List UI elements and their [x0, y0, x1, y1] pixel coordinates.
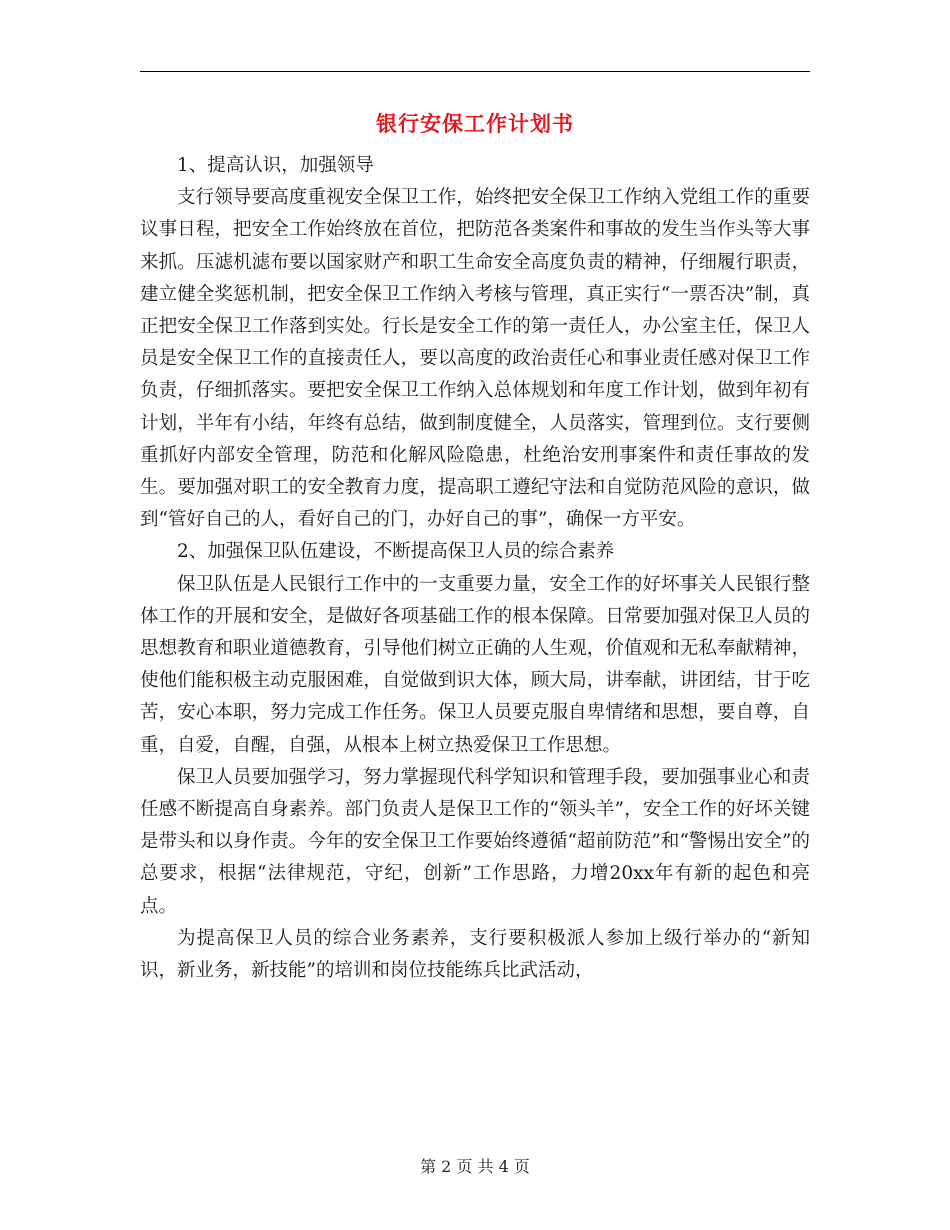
paragraph-3: 保卫人员要加强学习，努力掌握现代科学知识和管理手段，要加强事业心和责任感不断提高自身素养。部门负责人是保卫工作的“领头羊”，安全工作的好坏关键是带头和以身作责。今年的安全保卫工作要始终遵循“超前防范”和“警惕出安全”的总要求，根据“法律规范，守纪，创新”工作思路，力增20xx年有新的起色和亮点。 [140, 766, 810, 917]
header-rule [140, 71, 810, 72]
document-title: 银行安保工作计划书 [376, 111, 574, 136]
paragraph-4: 为提高保卫人员的综合业务素养，支行要积极派人参加上级行举办的“新知识，新业务，新技能”的培训和岗位技能练兵比武活动， [140, 927, 810, 982]
document-body [140, 150, 810, 987]
page-number-footer: 第 2 页 共 4 页 [420, 1157, 530, 1176]
paragraph-2: 保卫队伍是人民银行工作中的一支重要力量，安全工作的好坏事关人民银行整体工作的开展和安全，是做好各项基础工作的根本保障。日常要加强对保卫人员的思想教育和职业道德教育，引导他们树立正确的人生观，价值观和无私奉献精神，使他们能积极主动克服困难，自觉做到识大体，顾大局，讲奉献，讲团结，甘于吃苦，安心本职，努力完成工作任务。保卫人员要克服自卑情绪和思想，要自尊，自重，自爱，自醒，自强，从根本上树立热爱保卫工作思想。 [140, 573, 810, 756]
section-heading-1: 1、提高认识，加强领导 [177, 155, 374, 176]
section-heading-2: 2、加强保卫队伍建设，不断提高保卫人员的综合素养 [177, 541, 615, 563]
paragraph-1: 支行领导要高度重视安全保卫工作，始终把安全保卫工作纳入党组工作的重要议事日程，把安全工作始终放在首位，把防范各类案件和事故的发生当作头等大事来抓。压滤机滤布要以国家财产和职工生命安全高度负责的精神，仔细履行职责，建立健全奖惩机制，把安全保卫工作纳入考核与管理，真正实行“一票否决”制，真正把安全保卫工作落到实处。行长是安全工作的第一责任人，办公室主任，保卫人员是安全保卫工作的直接责任人，要以高度的政治责任心和事业责任感对保卫工作负责，仔细抓落实。要把安全保卫工作纳入总体规划和年度工作计划，做到年初有计划，半年有小结，年终有总结，做到制度健全，人员落实，管理到位。支行要侧重抓好内部安全管理，防范和化解风险隐患，杜绝治安刑事案件和责任事故的发生。要加强对职工的安全教育力度，提高职工遵纪守法和自觉防范风险的意识，做到“管好自己的人，看好自己的门，办好自己的事”，确保一方平安。 [140, 187, 810, 531]
